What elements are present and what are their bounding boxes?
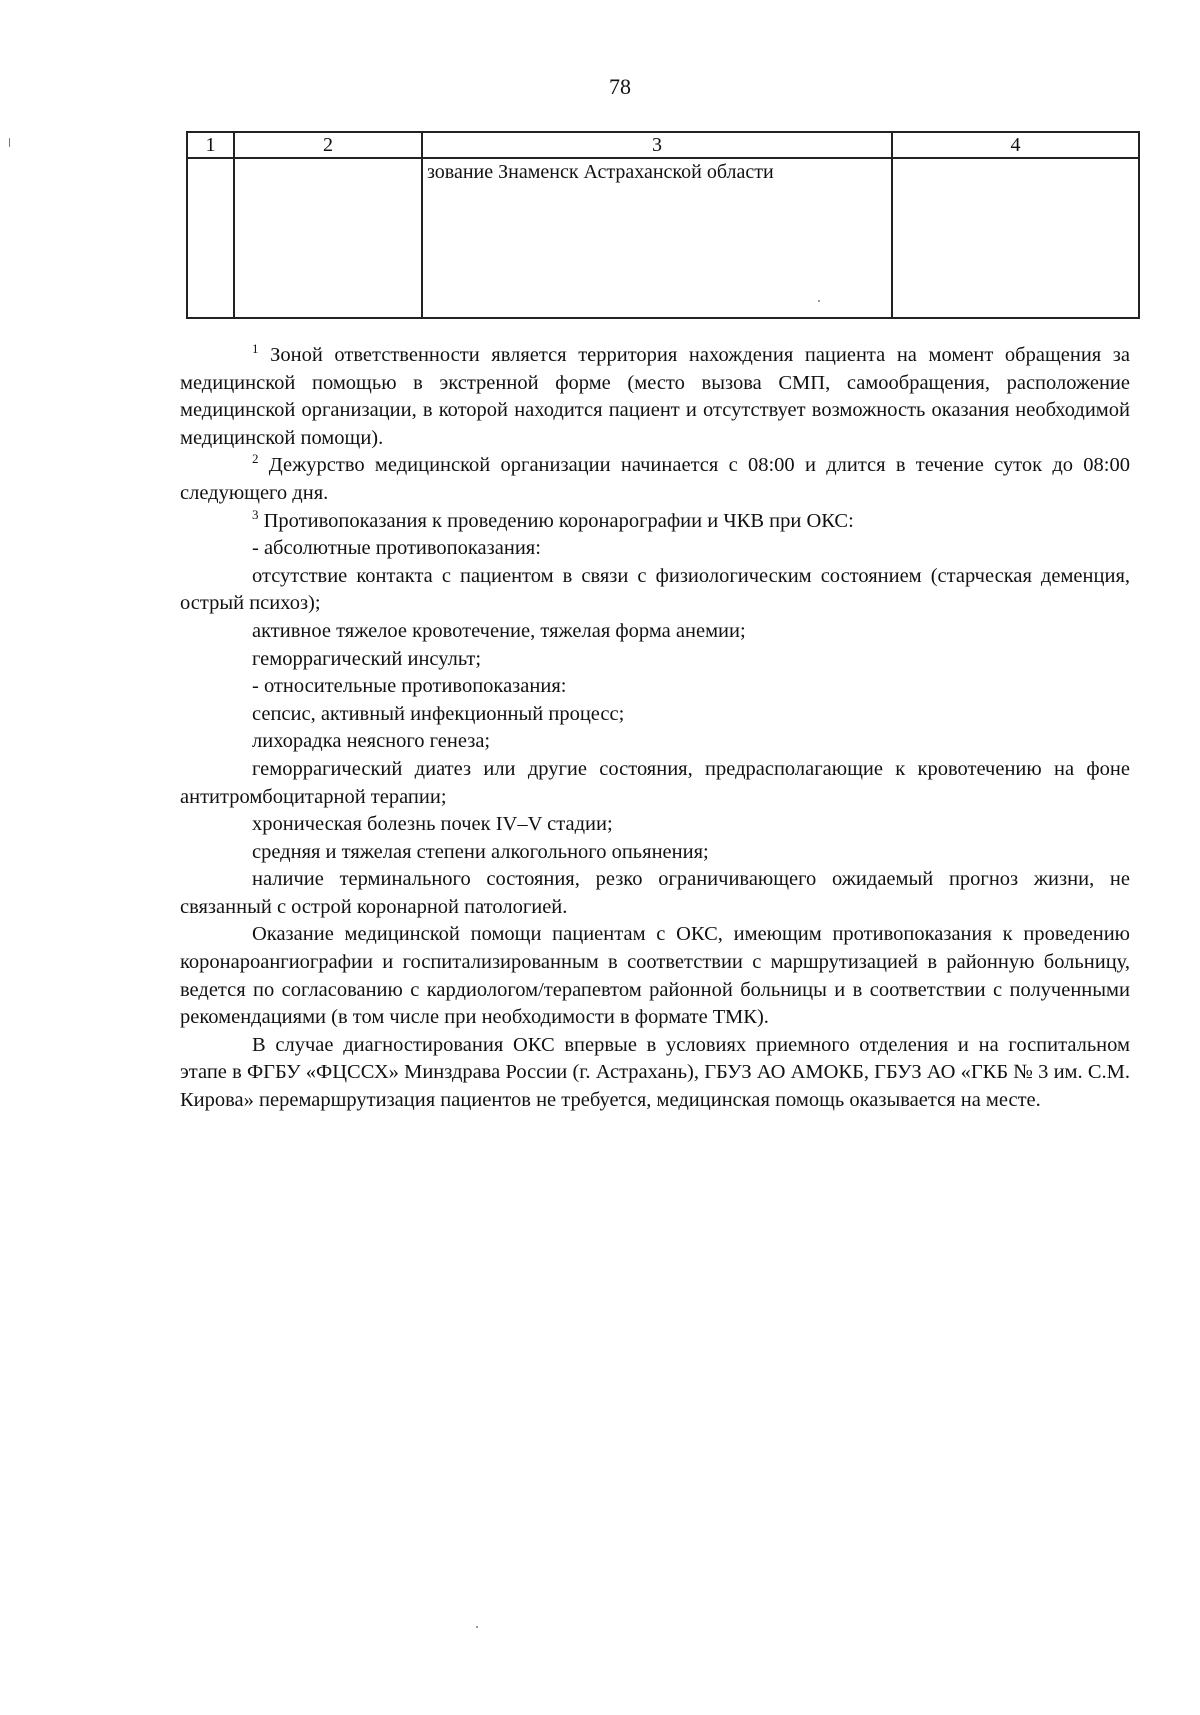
- table-row: [187, 158, 1139, 318]
- scan-speck: [818, 300, 820, 302]
- list-item: средняя и тяжелая степени алкогольного опьянения;: [252, 840, 709, 863]
- scan-speck: [9, 138, 10, 147]
- list-item: активное тяжелое кровотечение, тяжелая форма анемии;: [252, 619, 746, 642]
- scan-speck: [476, 1626, 478, 1628]
- footnote-3-text: Противопоказания к проведению коронарографии и ЧКВ при ОКС:: [263, 509, 854, 532]
- list-item: наличие терминального состояния, резко ограничивающего ожидаемый прогноз жизни, не связанный с острой коронарной патологией.: [180, 868, 1130, 918]
- table-cell-1: [187, 158, 234, 318]
- paragraph-telemedicine: Оказание медицинской помощи пациентам с ОКС, имеющим противопоказания к проведению коронароангиографии и госпитализированным в соответствии с маршрутизацией в районную больницу, ведется по согласованию с кардиологом/терапевтом районной больницы и в соответствии с полученными рекомендациями (в том числе при необходимости в формате ТМК).: [180, 923, 1130, 1029]
- continuation-table: [186, 131, 1140, 319]
- list-item: геморрагический диатез или другие состояния, предрасполагающие к кровотечению на фоне антитромбоцитарной терапии;: [180, 757, 1130, 808]
- absolute-contraindications-heading: - абсолютные противопоказания:: [252, 537, 541, 560]
- footnote-2-mark: 2: [252, 451, 259, 467]
- page-number: 78: [609, 74, 631, 99]
- table-cell-3: зование Знаменск Астраханской области: [422, 158, 892, 318]
- table-header-cell-3: 3: [422, 132, 892, 158]
- table-cell-4: [892, 158, 1139, 318]
- table-header-row: [187, 132, 1139, 158]
- footnote-1-text: Зоной ответственности является территория нахождения пациента на момент обращения за медицинской помощью в экстренной форме (место вызова СМП, самообращения, расположение медицинской организации, в которой находится пациент и отсутствует возможность оказания необходимой медицинской помощи).: [180, 344, 1131, 449]
- list-item: хроническая болезнь почек IV–V стадии;: [252, 813, 613, 836]
- table-cell-2: [234, 158, 422, 318]
- footnote-3: [180, 508, 1130, 536]
- footnote-1-mark: 1: [252, 341, 259, 357]
- footnote-3-mark: 3: [252, 506, 259, 522]
- table-header-cell-2: 2: [234, 132, 422, 158]
- list-item: сепсис, активный инфекционный процесс;: [252, 702, 625, 725]
- table-header-cell-4: 4: [892, 132, 1139, 158]
- list-item: геморрагический инсульт;: [252, 647, 482, 670]
- relative-contraindications-heading: - относительные противопоказания:: [252, 675, 567, 698]
- list-item: лихорадка неясного генеза;: [252, 730, 491, 753]
- paragraph-rerouting: В случае диагностирования ОКС впервые в условиях приемного отделения и на госпитальном этапе в ФГБУ «ФЦССХ» Минздрава России (г. Астрахань), ГБУЗ АО АМОКБ, ГБУЗ АО «ГКБ № 3 им. С.М. Кирова» перемаршрутизация пациентов не требуется, медицинская помощь оказывается на месте.: [180, 1033, 1130, 1112]
- footnote-2-text: Дежурство медицинской организации начинается с 08:00 и длится в течение суток до 08:00 следующего дня.: [180, 454, 1130, 504]
- list-item: отсутствие контакта с пациентом в связи с физиологическим состоянием (старческая деменция, острый психоз);: [180, 564, 1130, 615]
- table-header-cell-1: 1: [187, 132, 234, 158]
- footnotes-section: [180, 342, 1130, 1115]
- footnote-1: [180, 342, 1130, 452]
- footnote-2: [180, 452, 1130, 507]
